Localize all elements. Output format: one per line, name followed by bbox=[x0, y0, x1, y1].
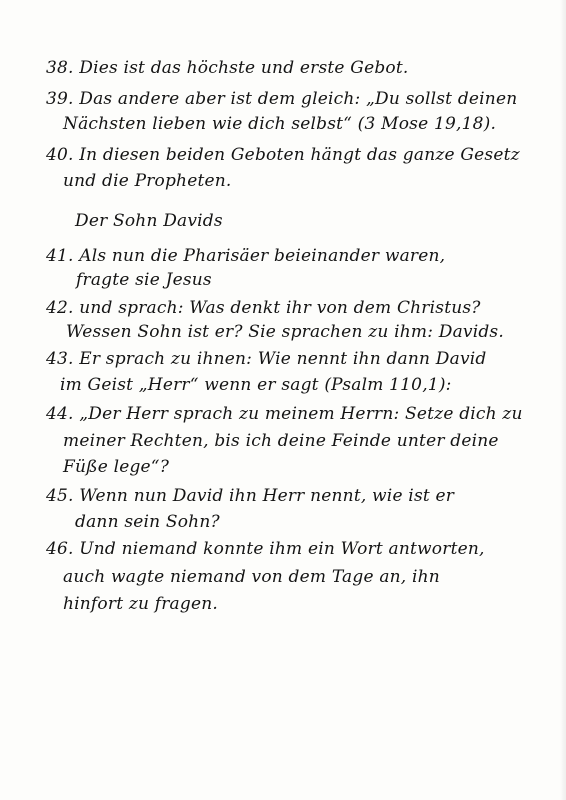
text-line-verse-46: 46. Und niemand konnte ihm ein Wort antworten, bbox=[46, 539, 485, 559]
text-line-verse-42: 42. und sprach: Was denkt ihr von dem Christus? bbox=[46, 298, 481, 318]
text-line-verse-41-cont: fragte sie Jesus bbox=[76, 270, 212, 290]
text-line-verse-41: 41. Als nun die Pharisäer beieinander waren, bbox=[46, 246, 446, 266]
text-line-verse-42-cont: Wessen Sohn ist er? Sie sprachen zu ihm: Davids. bbox=[66, 322, 504, 342]
text-line-verse-45-cont: dann sein Sohn? bbox=[75, 512, 220, 532]
text-line-verse-44-end: Füße lege“? bbox=[63, 457, 170, 477]
text-line-verse-43-cont: im Geist „Herr“ wenn er sagt (Psalm 110,1): bbox=[60, 375, 452, 395]
text-line-verse-44-cont: meiner Rechten, bis ich deine Feinde unter deine bbox=[63, 431, 499, 451]
section-heading: Der Sohn Davids bbox=[75, 211, 223, 231]
text-line-verse-40: 40. In diesen beiden Geboten hängt das ganze Gesetz bbox=[46, 145, 520, 165]
text-line-verse-39: 39. Das andere aber ist dem gleich: „Du sollst deinen bbox=[46, 89, 518, 109]
text-line-verse-46-cont: auch wagte niemand von dem Tage an, ihn bbox=[63, 567, 440, 587]
text-line-verse-40-cont: und die Propheten. bbox=[63, 171, 232, 191]
text-line-verse-46-end: hinfort zu fragen. bbox=[63, 594, 218, 614]
text-line-verse-43: 43. Er sprach zu ihnen: Wie nennt ihn dann David bbox=[46, 349, 487, 369]
text-line-verse-39-cont: Nächsten lieben wie dich selbst“ (3 Mose 19,18). bbox=[63, 114, 497, 134]
text-line-verse-44: 44. „Der Herr sprach zu meinem Herrn: Setze dich zu bbox=[46, 404, 523, 424]
paper-edge-shadow bbox=[560, 0, 566, 800]
text-line-verse-45: 45. Wenn nun David ihn Herr nennt, wie ist er bbox=[46, 486, 455, 506]
text-line-verse-38: 38. Dies ist das höchste und erste Gebot. bbox=[46, 58, 409, 78]
